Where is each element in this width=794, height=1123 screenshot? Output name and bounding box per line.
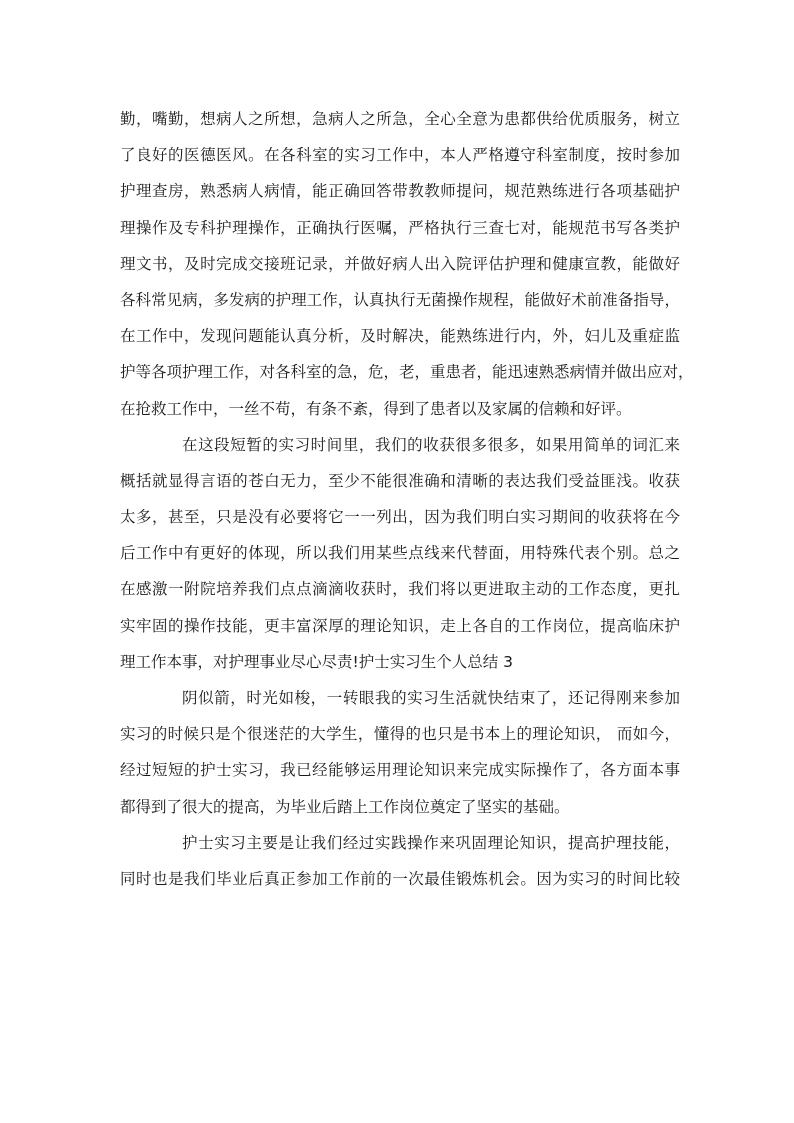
text-line: 概括就显得言语的苍白无力，至少不能很准确和清晰的表达我们受益匪浅。收获 — [120, 471, 680, 490]
text-line: 实习的时候只是个很迷茫的大学生，懂得的也只是书本上的理论知识， 而如今， — [120, 725, 680, 744]
text-line: 理工作本事，对护理事业尽心尽责!护士实习生个人总结 3 — [120, 652, 514, 671]
text-line: 同时也是我们毕业后真正参加工作前的一次最佳锻炼机会。因为实习的时间比较 — [120, 869, 680, 888]
text-line: 护士实习主要是让我们经过实践操作来巩固理论知识，提高护理技能， — [182, 833, 680, 852]
text-line: 阴似箭，时光如梭，一转眼我的实习生活就快结束了，还记得刚来参加 — [182, 689, 680, 707]
text-line: 勤，嘴勤，想病人之所想，急病人之所急，全心全意为患都供给优质服务，树立 — [120, 110, 680, 128]
text-line: 护等各项护理工作，对各科室的急，危，老，重患者，能迅速熟悉病情并做出应对， — [120, 363, 694, 382]
text-line: 理文书，及时完成交接班记录，并做好病人出入院评估护理和健康宣教，能做好 — [120, 254, 680, 273]
text-line: 理操作及专科护理操作，正确执行医嘱，严格执行三查七对，能规范书写各类护 — [120, 218, 680, 237]
text-line: 在这段短暂的实习时间里，我们的收获很多很多，如果用简单的词汇来 — [182, 435, 680, 454]
text-line: 了良好的医德医风。在各科室的实习工作中，本人严格遵守科室制度，按时参加 — [120, 146, 680, 165]
text-line: 实牢固的操作技能，更丰富深厚的理论知识，走上各自的工作岗位，提高临床护 — [120, 616, 680, 635]
text-line: 太多，甚至，只是没有必要将它一一列出，因为我们明白实习期间的收获将在今 — [120, 508, 680, 527]
document-body-text — [120, 101, 694, 897]
text-line: 在感激一附院培养我们点点滴滴收获时，我们将以更进取主动的工作态度，更扎 — [120, 580, 680, 599]
text-line: 后工作中有更好的体现，所以我们用某些点线来代替面，用特殊代表个别。总之 — [120, 544, 680, 563]
text-line: 都得到了很大的提高，为毕业后踏上工作岗位奠定了坚实的基础。 — [120, 797, 570, 816]
text-line: 各科常见病，多发病的护理工作，认真执行无菌操作规程，能做好术前准备指导， — [120, 290, 680, 309]
text-line: 在工作中，发现问题能认真分析，及时解决，能熟练进行内，外，妇儿及重症监 — [120, 327, 680, 346]
text-line: 护理查房，熟悉病人病情，能正确回答带教教师提问，规范熟练进行各项基础护 — [120, 182, 680, 201]
text-line: 经过短短的护士实习，我已经能够运用理论知识来完成实际操作了，各方面本事 — [120, 761, 680, 780]
text-line: 在抢救工作中，一丝不苟，有条不紊，得到了患者以及家属的信赖和好评。 — [120, 399, 632, 418]
